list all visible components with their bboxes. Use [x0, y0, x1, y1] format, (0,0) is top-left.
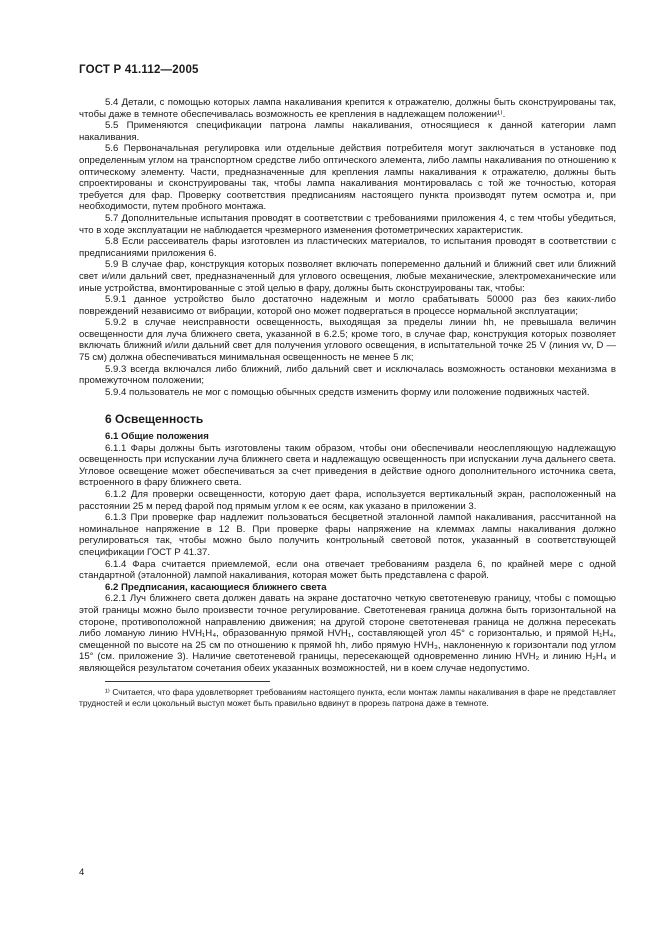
paragraph-5-8: 5.8 Если рассеиватель фары изготовлен из пластических материалов, то испытания проводят в соответствии с предписаниями приложения 6.: [79, 236, 616, 259]
document-body: [79, 97, 616, 709]
section-title-6: 6 Освещенность: [105, 412, 204, 427]
paragraph-5-5: 5.5 Применяются спецификации патрона лампы накаливания, относящиеся к данной категории ламп накаливания.: [79, 120, 616, 143]
paragraph-5-4: 5.4 Детали, с помощью которых лампа накаливания крепится к отражателю, должны быть сконструированы так, чтобы даже в темноте обеспечивалась возможность ее крепления в надлежащем положении¹⁾.: [79, 97, 616, 120]
footnote-divider: [105, 681, 270, 682]
paragraph-5-9-4: 5.9.4 пользователь не мог с помощью обычных средств изменить форму или положение подвижных частей.: [105, 386, 590, 398]
paragraph-5-9-2: 5.9.2 в случае неисправности освещенность, выходящая за пределы линии hh, не превышала величин освещенности для луча ближнего света, указанной в 6.2.5; кроме того, в случае фар, конструкция которых позволяет включать ближний и/или дальний свет для получения углового освещения, в испытательной точке 25 V (линия vv, D — 75 см) должна обеспечиваться минимальная освещенность не менее 5 лк;: [79, 317, 616, 364]
paragraph-6-1-1: 6.1.1 Фары должны быть изготовлены таким образом, чтобы они обеспечивали неослепляющую надлежащую освещенность при испускании луча ближнего света и надлежащую освещенность при испускании луча дальнего света. Угловое освещение может обеспечиваться за счет приведения в действие одного дополнительного источника света, встроенного в фару ближнего света.: [79, 442, 616, 489]
paragraph-5-6: 5.6 Первоначальная регулировка или отдельные действия потребителя могут заключаться в установке под определенным углом на транспортном средстве либо оптического элемента, либо лампы накаливания по отношению к оптическому элементу. Части, предназначенные для крепления лампы накаливания к отражателю, должны быть спроектированы и сконструированы так, чтобы лампа накаливания монтировалась с той же точностью, которая требуется для фар. Проверку соответствия предписаниям настоящего пункта производят путем осмотра и, при необходимости, путем пробного монтажа.: [79, 143, 616, 213]
paragraph-5-7: 5.7 Дополнительные испытания проводят в соответствии с требованиями приложения 4, с тем чтобы убедиться, что в ходе эксплуатации не наблюдается чрезмерного изменения фотометрических характеристик.: [79, 212, 616, 236]
paragraph-5-9-3: 5.9.3 всегда включался либо ближний, либо дальний свет и исключалась возможность остановки механизма в промежуточном положении;: [79, 363, 616, 387]
standard-header: ГОСТ Р 41.112—2005: [79, 64, 199, 76]
footnote: ¹⁾ Считается, что фара удовлетворяет требованиям настоящего пункта, если монтаж лампы накаливания в фаре не представляет трудностей и если цокольный выступ может быть правильно вдвинут в прорезь патрона даже в темноте.: [79, 686, 616, 708]
paragraph-6-1-3: 6.1.3 При проверке фар надлежит пользоваться бесцветной эталонной лампой накаливания, рассчитанной на номинальное напряжение в 12 В. При проверке фары напряжение на клеммах лампы накаливания должно регулироваться так, чтобы можно было получить контрольный световой поток, указанный в соответствующей спецификации ГОСТ Р 41.37.: [79, 512, 616, 558]
paragraph-6-1-4: 6.1.4 Фара считается приемлемой, если она отвечает требованиям раздела 6, по крайней мере с одной стандартной (эталонной) лампой накаливания, которая может быть представлена с фарой.: [79, 558, 616, 582]
subsection-title-6-1: 6.1 Общие положения: [105, 431, 209, 443]
paragraph-5-9-1: 5.9.1 данное устройство было достаточно надежным и могло срабатывать 50000 раз без каких-либо повреждений независимо от вибрации, которой оно может подвергаться в процессе нормальной эксплуатации;: [79, 294, 616, 317]
paragraph-6-2-1: 6.2.1 Луч ближнего света должен давать на экране достаточно четкую светотеневую границу, чтобы с помощью этой границы можно было произвести точное регулирование. Светотеневая граница должна быть горизонтальной на стороне, противоположной направлению движения; на другой стороне светотеневая граница не должна пересекать либо ломаную линию HVH₁H₄, образованную прямой HVH₁, составляющей угол 45° с горизонталью, и прямой H₁H₄, смещенной по высоте на 25 см по отношению к прямой hh, либо прямую HVH₃, наклоненную к горизонтали под углом 15° (см. приложение 3). Наличие светотеневой границы, пересекающей одновременно линию HVH₂ и линию H₂H₄ и являющейся результатом сочетания обеих указанных возможностей, ни в коем случае недопустимо.: [79, 593, 616, 674]
paragraph-6-1-2: 6.1.2 Для проверки освещенности, которую дает фара, используется вертикальный экран, расположенный на расстоянии 25 м перед фарой под прямым углом к ее осям, как указано в приложении 3.: [79, 489, 616, 512]
paragraph-5-9: 5.9 В случае фар, конструкция которых позволяет включать попеременно дальний и ближний свет или ближний свет и/или дальний свет, предназначенный для углового освещения, любые механические, электромеханические или иные устройства, вмонтированные с этой целью в фару, должны быть сконструированы так, чтобы:: [79, 259, 616, 294]
page-number: 4: [79, 867, 85, 878]
subsection-title-6-2: 6.2 Предписания, касающиеся ближнего света: [105, 581, 327, 593]
